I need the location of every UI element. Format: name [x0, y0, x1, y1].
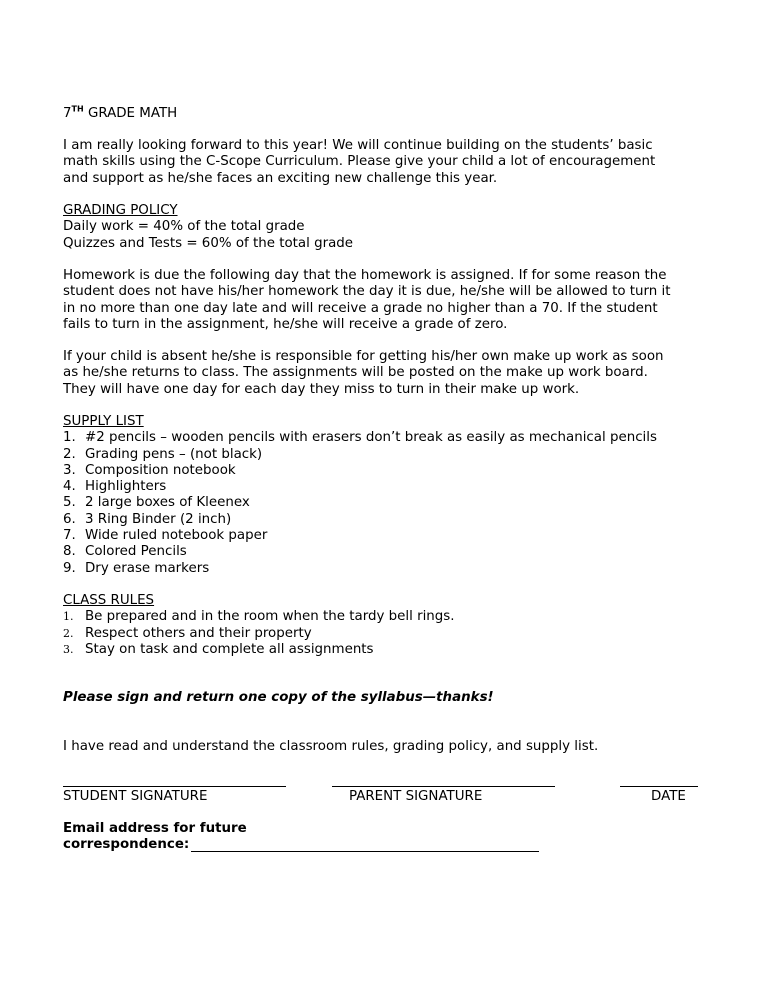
- homework-paragraph: [63, 268, 671, 333]
- supply-list-item: 5. 2 large boxes of Kleenex: [63, 495, 250, 511]
- email-label-line1: Email address for future: [63, 821, 247, 836]
- absent-line: They will have one day for each day they miss to turn in their make up work.: [63, 381, 580, 397]
- absent-paragraph: [63, 349, 664, 398]
- supply-list-item: 1. #2 pencils – wooden pencils with erasers don’t break as easily as mechanical pencils: [63, 430, 657, 446]
- homework-line: fails to turn in the assignment, he/she will receive a grade of zero.: [63, 316, 508, 332]
- page-title: 7TH GRADE MATH: [63, 104, 178, 121]
- acknowledgement-text: I have read and understand the classroom rules, grading policy, and supply list.: [63, 739, 599, 754]
- supply-list-section: [63, 414, 657, 577]
- absent-line: If your child is absent he/she is responsible for getting his/her own make up work as soon: [63, 349, 664, 364]
- supply-list-item: 2. Grading pens – (not black): [63, 446, 263, 462]
- grading-policy-heading: GRADING POLICY: [63, 203, 178, 218]
- intro-line: math skills using the C-Scope Curriculum. Please give your child a lot of encouragement: [63, 154, 656, 170]
- date-line: [620, 786, 698, 787]
- grading-line: Quizzes and Tests = 60% of the total grade: [63, 235, 354, 251]
- grading-policy-section: [63, 203, 353, 252]
- email-label-line2: correspondence:: [63, 837, 190, 852]
- email-address-line: [191, 851, 539, 852]
- class-rule-item: 3. Stay on task and complete all assignments: [63, 641, 374, 657]
- homework-line: in no more than one day late and will receive a grade no higher than a 70. If the student: [63, 300, 658, 316]
- supply-list-item: 4. Highlighters: [63, 479, 167, 495]
- parent-signature-label: PARENT SIGNATURE: [349, 789, 483, 804]
- homework-line: Homework is due the following day that the homework is assigned. If for some reason the: [63, 268, 667, 283]
- date-label: DATE: [651, 789, 686, 804]
- parent-signature-line: [332, 786, 555, 787]
- supply-list-item: 6. 3 Ring Binder (2 inch): [63, 511, 232, 527]
- class-rule-item: 1. Be prepared and in the room when the tardy bell rings.: [63, 609, 455, 625]
- intro-line: I am really looking forward to this year! We will continue building on the students’ basic: [63, 138, 653, 153]
- supply-list-item: 3. Composition notebook: [63, 462, 236, 478]
- supply-list-item: 8. Colored Pencils: [63, 544, 187, 560]
- intro-line: and support as he/she faces an exciting new challenge this year.: [63, 170, 498, 186]
- absent-line: as he/she returns to class. The assignments will be posted on the make up work board.: [63, 365, 648, 381]
- student-signature-label: STUDENT SIGNATURE: [63, 789, 208, 804]
- supply-list-item: 9. Dry erase markers: [63, 560, 210, 576]
- supply-list-item: 7. Wide ruled notebook paper: [63, 528, 268, 544]
- return-note: Please sign and return one copy of the syllabus—thanks!: [63, 690, 494, 705]
- supply-list-heading: SUPPLY LIST: [63, 414, 144, 429]
- homework-line: student does not have his/her homework the day it is due, he/she will be allowed to turn it: [63, 284, 671, 300]
- class-rule-item: 2. Respect others and their property: [63, 625, 312, 641]
- class-rules-section: [63, 593, 455, 658]
- intro-paragraph: [63, 138, 655, 187]
- student-signature-line: [63, 786, 286, 787]
- class-rules-heading: CLASS RULES: [63, 593, 155, 608]
- grading-line: Daily work = 40% of the total grade: [63, 219, 305, 235]
